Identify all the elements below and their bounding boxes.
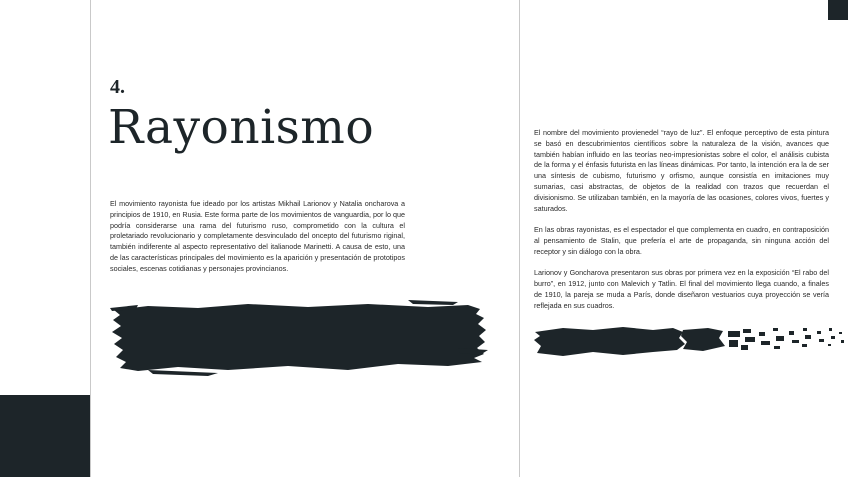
- right-paragraph-2: En las obras rayonistas, es el espectador el que complementa en cuadro, en contraposición al pensamiento de Stalin, que prefería el arte de propaganda, sin ninguna acción del receptor y sin diálogo con la obra.: [534, 225, 829, 256]
- right-text-column: [534, 128, 829, 322]
- left-paragraph: El movimiento rayonista fue ideado por los artistas Mikhail Larionov y Natalia oncharova a principios de 1910, en Rusia. Este forma parte de los movimientos de vanguardia, por lo que podría considerarse una rama del futurismo ruso, comprometido con la cultura el proletariado revolucionario y completamente desvinculado del oncepto del futurismo riginal, también indiferente al aspecto representativo del italianode Marinetti. A causa de esto, una de las características principales del movimiento es la aparición y presentación de prototipos sociales, escenas cotidianas y personajes provincianos.: [110, 199, 405, 273]
- corner-block-top-right: [828, 0, 848, 20]
- corner-block-bottom-left: [0, 395, 90, 477]
- brush-stroke-left: [108, 300, 488, 376]
- right-paragraph-3: Larionov y Goncharova presentaron sus obras por primera vez en la exposición “El rabo del burro”, en 1912, junto con Malevich y Tatlin. El final del movimiento llega cuando, a finales de 1910, la pareja se muda a París, donde diseñaron vestuarios cuya proyección se vería reflejada en sus cuadros.: [534, 268, 829, 310]
- brush-stroke-right: [533, 322, 848, 358]
- page-title: Rayonismo: [108, 100, 375, 155]
- right-paragraph-1: El nombre del movimiento provienedel “rayo de luz”. El enfoque perceptivo de esta pintura se basó en descubrimientos científicos sobre la naturaleza de la visión, avances que también habían influido en las teorías neo-impresionistas sobre el color, el análisis cubista de la forma y el énfasis futurista en las líneas dinámicas. Por tanto, la intención era la de ser una síntesis de cubismo, futurismo y orfismo, aunque consistía en imitaciones muy sumarias, casi abstractas, de objetos de la realidad con trazos que recuerdan el divisionismo. Se utilizaban también, en la mayoría de las ocasiones, colores vivos, fuertes y saturados.: [534, 128, 829, 213]
- section-number: 4.: [110, 76, 125, 98]
- page-divider-rule: [519, 0, 520, 477]
- left-margin-rule: [90, 0, 91, 477]
